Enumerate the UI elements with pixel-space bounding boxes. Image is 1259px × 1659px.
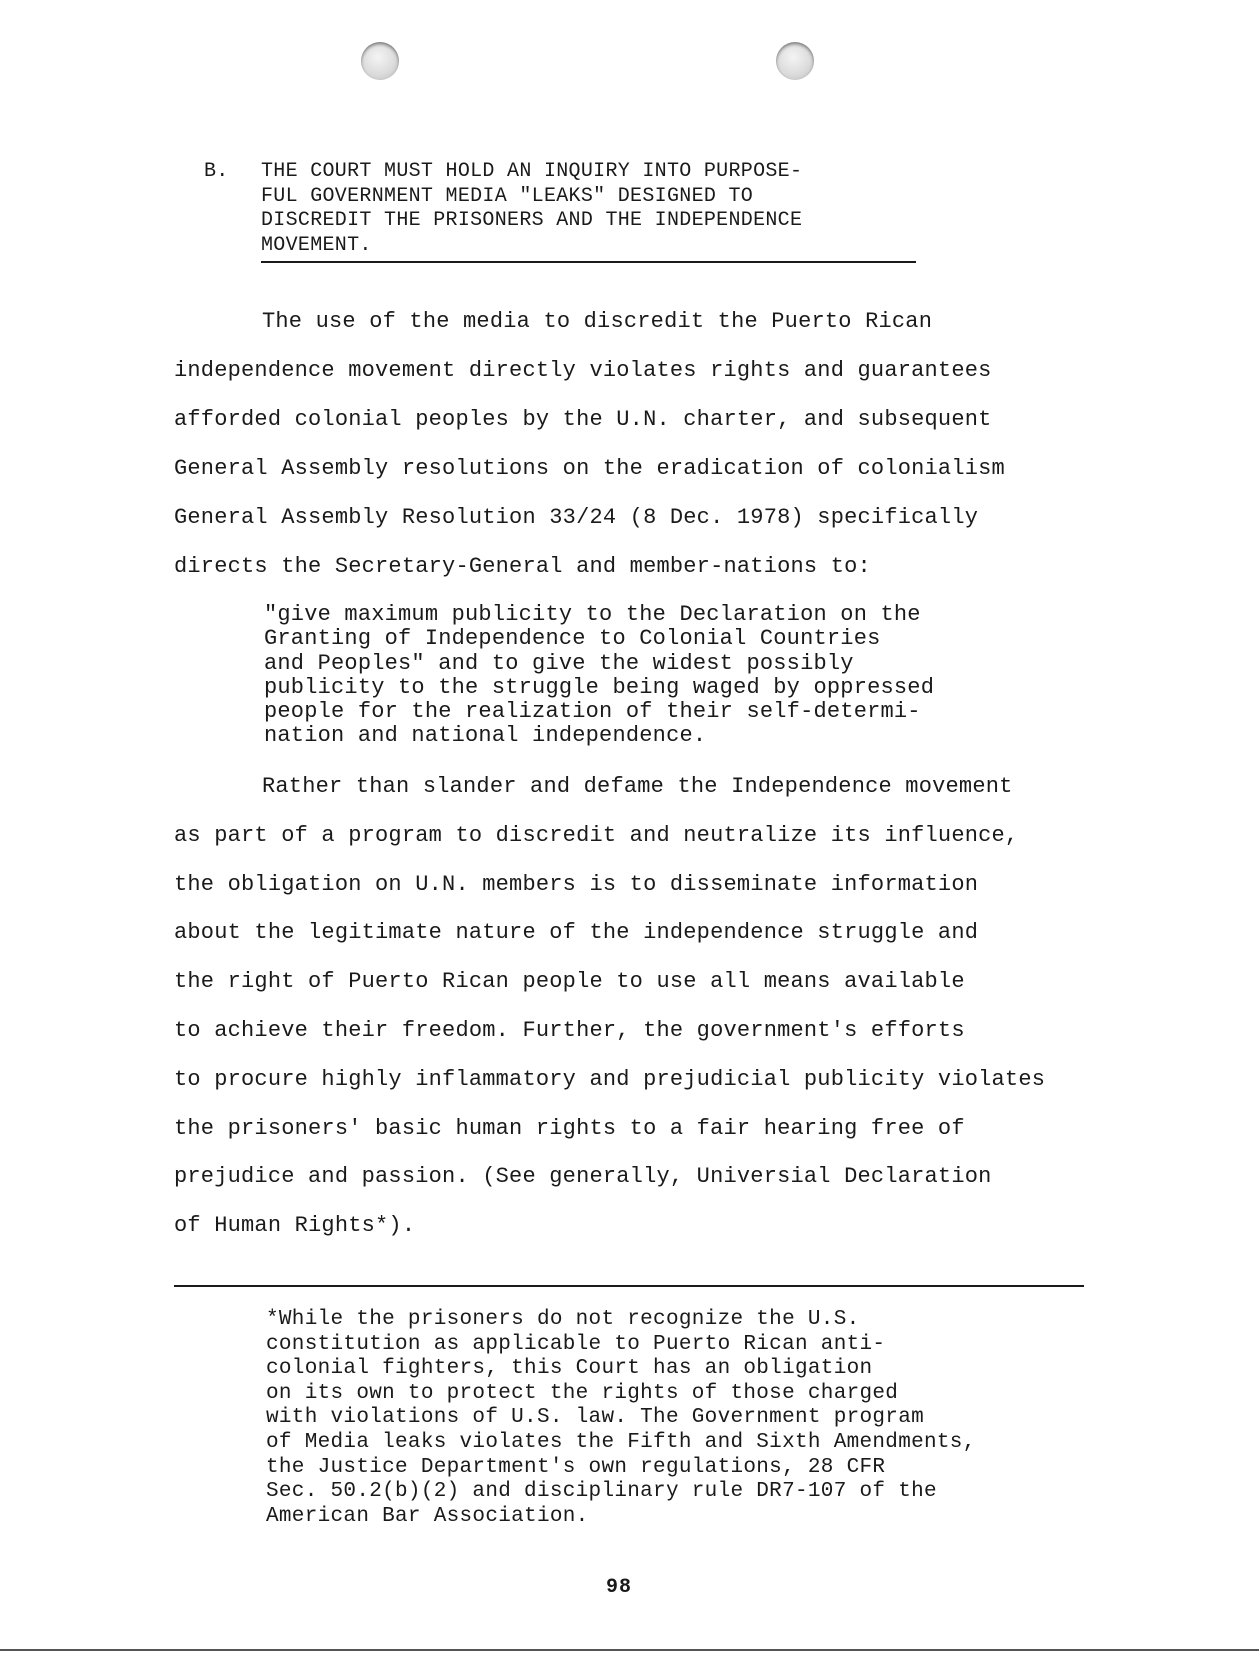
footnote: *While the prisoners do not recognize the U.S. constitution as applicable to Puerto Rican anti- colonial fighters, this Court has an obligation on its own to protect the rights of those charged with violations of U.S. law. The Government program of Media leaks violates the Fifth and Sixth Amendments, the Justice Department's own regulations, 28 CFR Sec. 50.2(b)(2) and disciplinary rule DR7-107 of the American Bar Association. [266, 1308, 976, 1528]
section-heading-text: THE COURT MUST HOLD AN INQUIRY INTO PURPOSE- FUL GOVERNMENT MEDIA "LEAKS" DESIGNED TO DISCREDIT THE PRISONERS AND THE INDEPENDENCE MOVEMENT. [261, 160, 803, 257]
paragraph-line: the right of Puerto Rican people to use all means available [174, 969, 965, 994]
paragraph-line: Rather than slander and defame the Independence movement [262, 774, 1013, 799]
paragraph-line: General Assembly Resolution 33/24 (8 Dec. 1978) specifically [174, 505, 979, 530]
paragraph-line: prejudice and passion. (See generally, Universial Declaration [174, 1164, 992, 1189]
paragraph-line: the obligation on U.N. members is to disseminate information [174, 872, 979, 897]
paragraph-line: to procure highly inflammatory and prejudicial publicity violates [174, 1067, 1046, 1092]
paragraph-line: the prisoners' basic human rights to a fair hearing free of [174, 1116, 965, 1141]
page-number: 98 [606, 1576, 633, 1599]
paragraph-line: of Human Rights*). [174, 1213, 416, 1238]
paragraph-line: to achieve their freedom. Further, the government's efforts [174, 1018, 965, 1043]
section-letter: B. [204, 160, 229, 183]
paragraph-line: The use of the media to discredit the Puerto Rican [262, 309, 933, 334]
paragraph-line: about the legitimate nature of the independence struggle and [174, 920, 979, 945]
punch-hole-right [776, 42, 814, 80]
page-bottom-edge [0, 1649, 1259, 1651]
block-quote: "give maximum publicity to the Declaration on the Granting of Independence to Colonial Countries and Peoples" and to give the widest possibly publicity to the struggle being waged by oppressed people for the realization of their self-determi- nation and national independence. [264, 602, 935, 749]
paragraph-line: directs the Secretary-General and member-nations to: [174, 554, 871, 579]
paragraph-line: independence movement directly violates rights and guarantees [174, 358, 992, 383]
heading-underline [261, 261, 916, 263]
paragraph-line: afforded colonial peoples by the U.N. charter, and subsequent [174, 407, 992, 432]
paragraph-line: General Assembly resolutions on the eradication of colonialism [174, 456, 1005, 481]
footnote-separator [174, 1285, 1084, 1287]
paragraph-line: as part of a program to discredit and neutralize its influence, [174, 823, 1019, 848]
punch-hole-left [361, 42, 399, 80]
